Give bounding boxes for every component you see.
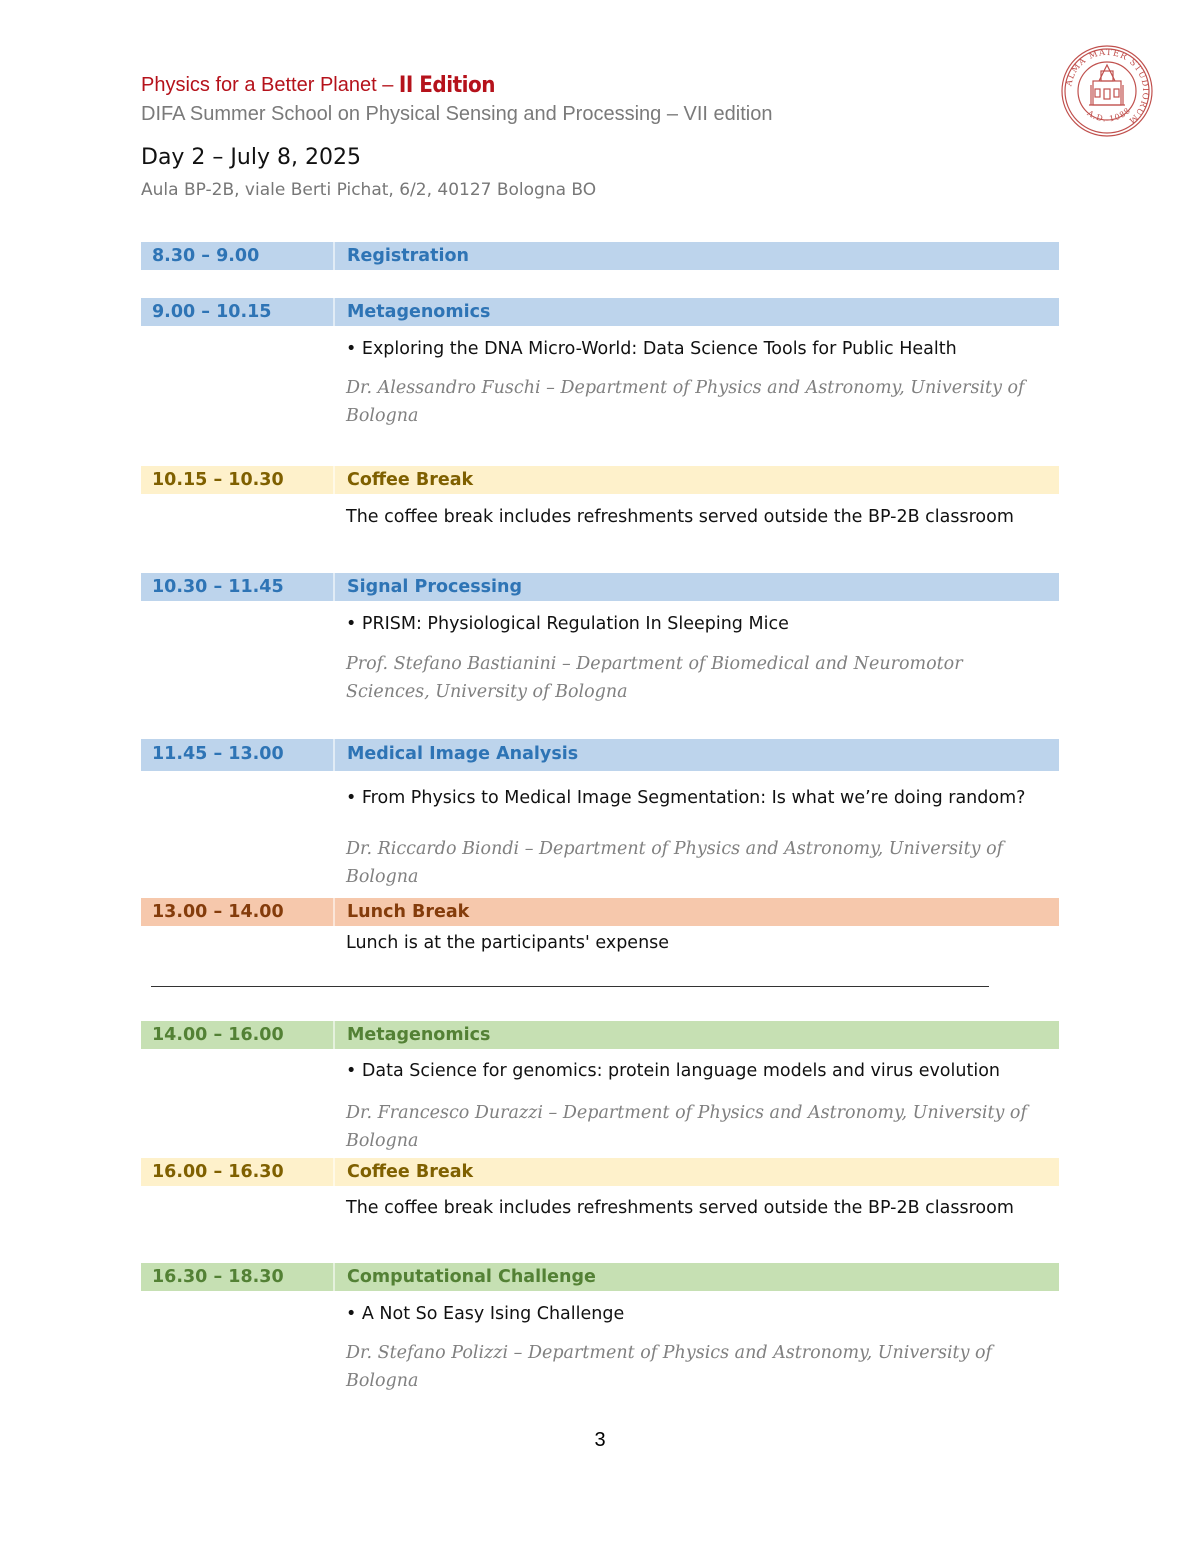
session-time: 11.45 – 13.00 bbox=[152, 744, 284, 764]
schedule-band-coffee-break bbox=[141, 466, 1059, 494]
session-time: 10.15 – 10.30 bbox=[152, 470, 284, 490]
speaker-info: Dr. Riccardo Biondi – Department of Physics and Astronomy, University of Bologna bbox=[346, 839, 1004, 887]
session-time: 10.30 – 11.45 bbox=[152, 577, 284, 597]
school-title-prefix: Physics for a Better Planet – bbox=[141, 74, 399, 96]
school-subtitle: DIFA Summer School on Physical Sensing and Processing – VII edition bbox=[141, 103, 773, 125]
session-time: 14.00 – 16.00 bbox=[152, 1025, 284, 1045]
schedule-band-metagenomics bbox=[141, 298, 1059, 326]
speaker-info: Dr. Francesco Durazzi – Department of Physics and Astronomy, University of Bologna bbox=[346, 1103, 1027, 1151]
talk-title: • PRISM: Physiological Regulation In Sleeping Mice bbox=[346, 614, 789, 634]
session-time: 13.00 – 14.00 bbox=[152, 902, 284, 922]
speaker-info: Dr. Alessandro Fuschi – Department of Physics and Astronomy, University of Bologna bbox=[346, 378, 1025, 426]
session-title: Signal Processing bbox=[347, 577, 523, 597]
session-title: Lunch Break bbox=[347, 902, 470, 922]
schedule-band-medical-image-analysis bbox=[141, 739, 1059, 771]
seal-ring-text: ALMA MATER STUDIORUM bbox=[1064, 47, 1151, 126]
session-title: Registration bbox=[347, 246, 469, 266]
session-title: Coffee Break bbox=[347, 470, 474, 490]
talk-title: • Data Science for genomics: protein language models and virus evolution bbox=[346, 1061, 1000, 1081]
talk-title: • Exploring the DNA Micro-World: Data Science Tools for Public Health bbox=[346, 339, 957, 359]
seal-year-text: A.D. 1088 bbox=[1085, 105, 1133, 124]
day-heading: Day 2 – July 8, 2025 bbox=[141, 145, 361, 170]
page-number: 3 bbox=[594, 1429, 606, 1451]
talk-title: • A Not So Easy Ising Challenge bbox=[346, 1304, 625, 1324]
schedule-band-computational-challenge bbox=[141, 1263, 1059, 1291]
break-note: The coffee break includes refreshments served outside the BP-2B classroom bbox=[346, 507, 1014, 527]
session-time: 9.00 – 10.15 bbox=[152, 302, 272, 322]
section-divider bbox=[151, 986, 989, 987]
session-time: 16.30 – 18.30 bbox=[152, 1267, 284, 1287]
university-seal-logo bbox=[1061, 45, 1153, 137]
schedule-band-coffee-break-afternoon bbox=[141, 1158, 1059, 1186]
session-title: Metagenomics bbox=[347, 302, 491, 322]
venue-address: Aula BP-2B, viale Berti Pichat, 6/2, 40127 Bologna BO bbox=[141, 180, 597, 200]
session-time: 8.30 – 9.00 bbox=[152, 246, 260, 266]
schedule-band-metagenomics-afternoon bbox=[141, 1021, 1059, 1049]
session-title: Metagenomics bbox=[347, 1025, 491, 1045]
school-title bbox=[141, 72, 495, 97]
session-title: Coffee Break bbox=[347, 1162, 474, 1182]
break-note: Lunch is at the participants' expense bbox=[346, 933, 670, 953]
svg-text:A.D. 1088 bbox=[1085, 106, 1133, 124]
break-note: The coffee break includes refreshments served outside the BP-2B classroom bbox=[346, 1198, 1014, 1218]
talk-title: • From Physics to Medical Image Segmentation: Is what we’re doing random? bbox=[346, 788, 1026, 808]
schedule-band-registration bbox=[141, 242, 1059, 270]
schedule-band-lunch-break bbox=[141, 898, 1059, 926]
session-time: 16.00 – 16.30 bbox=[152, 1162, 284, 1182]
schedule-band-signal-processing bbox=[141, 573, 1059, 601]
edition-label: II Edition bbox=[398, 70, 495, 98]
svg-text:ALMA MATER STUDIORUM bbox=[1064, 48, 1150, 126]
speaker-info: Prof. Stefano Bastianini – Department of Biomedical and Neuromotor Sciences, University of Bologna bbox=[346, 654, 963, 702]
session-title: Computational Challenge bbox=[347, 1267, 596, 1287]
session-title: Medical Image Analysis bbox=[347, 744, 579, 764]
speaker-info: Dr. Stefano Polizzi – Department of Physics and Astronomy, University of Bologna bbox=[346, 1343, 993, 1391]
